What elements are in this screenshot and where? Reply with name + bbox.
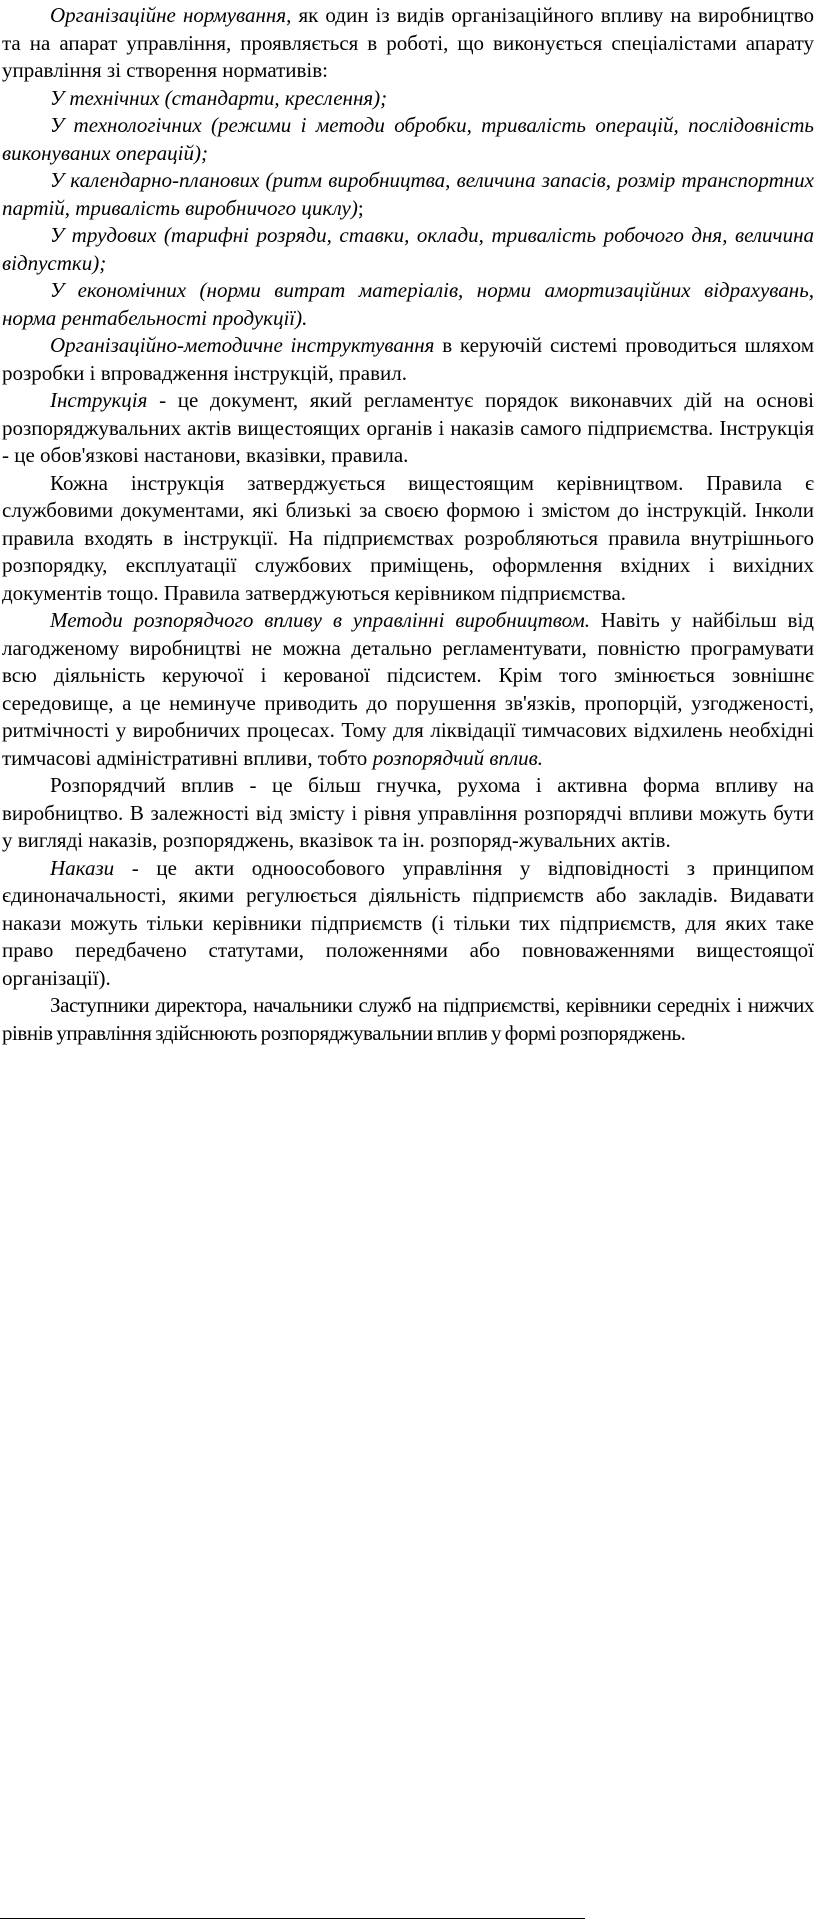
term-organizational-rationing: Організаційне нормування, xyxy=(50,3,292,27)
paragraph-text: - це документ, який регламентує порядок виконавчих дій на основі розпоряджувальних актів вищестоящих органів і наказів самого підприємства. Інструкція - це обов'язкові настанови, вказівки, правила. xyxy=(2,388,814,467)
term-orders: Накази xyxy=(50,855,115,880)
paragraph-text: як один із видів організаційного впливу на виробництво та на апарат управління, проявляється в роботі, що виконується спеціалістами апарату управління зі створення нормативів: xyxy=(2,3,815,82)
paragraph-text: Навіть у найбільш від лагодженому виробництві не можна детально регламентувати, повністю програмувати всю діяльність керуючої і керованої підсистем. Крім того змінюється зовнішнє середовище, а це неминуче приводить до порушення зв'язків, пропорцій, узгодженості, ритмічності у виробничих процесах. Тому для ліквідації тимчасових відхилень необхідні тимчасові адміністративні впливи, тобто xyxy=(2,608,814,770)
list-item-text: У календарно-планових (ритм виробництва, величина запасів, розмір транспортних партій, тривалість виробничого циклу) xyxy=(2,168,814,220)
term-instruction: Інструкція xyxy=(50,388,148,412)
term-administrative-influence: розпорядчий вплив. xyxy=(372,745,543,770)
paragraph-methodical-instruction xyxy=(2,332,814,387)
paragraph-text: в керуючій системі проводиться шляхом розробки і впровадження інструкцій, правил. xyxy=(2,333,814,385)
paragraph-administrative-influence xyxy=(2,772,814,855)
document-body xyxy=(2,2,814,1047)
list-item-calendar-planning xyxy=(2,167,814,222)
list-item-technical xyxy=(2,85,814,113)
paragraph-administrative-methods xyxy=(2,607,814,772)
paragraph-text: Заступники директора, начальники служб на підприємстві, керівники середніх і нижчих рівнів управління здійснюють розпоряджувальнии вплив у формі розпоряджень. xyxy=(2,993,814,1045)
paragraph-text: - це акти одноособового управління у відповідності з принципом єдиноначальності, якими регулюється діяльність підприємств або закладів. Видавати накази можуть тільки керівники підприємств (і тільки тих підприємств, для яких таке право передбачено статутами, положеннями або повноваженнями вищестоящої організації). xyxy=(2,855,814,990)
paragraph-text: Кожна інструкція затверджується вищестоящим керівництвом. Правила є службовими документами, які близькі за своєю формою і змістом до інструкцій. Інколи правила входять в інструкції. На підприємствах розробляються правила внутрішнього розпорядку, експлуатації службових приміщень, оформлення вхідних і вихідних документів тощо. Правила затверджуються керівником підприємства. xyxy=(2,470,814,605)
list-item-economic xyxy=(2,277,814,332)
paragraph-organizational-rationing xyxy=(2,2,814,85)
list-item-technological xyxy=(2,112,814,167)
list-item-text: У економічних (норми витрат матеріалів, норми амортизаційних відрахувань, норма рентабельності продукції). xyxy=(2,278,814,330)
term-methodical-instruction: Організаційно-методичне інструктування xyxy=(50,333,435,357)
list-item-tail: ; xyxy=(357,195,364,220)
footnote-separator-line xyxy=(0,1918,585,1919)
paragraph-orders xyxy=(2,855,814,993)
list-item-text: У технологічних (режими і методи обробки, тривалість операцій, послідовність виконуваних операцій); xyxy=(2,113,814,165)
term-administrative-methods: Методи розпорядчого впливу в управлінні виробництвом. xyxy=(50,608,590,632)
list-item-labor xyxy=(2,222,814,277)
paragraph-text: Розпорядчий вплив - це більш гнучка, рухома і активна форма впливу на виробництво. В залежності від змісту і рівня управління розпорядчі впливи можуть бути у вигляді наказів, розпоряджень, вказівок та ін. розпоряд-жувальних актів. xyxy=(2,773,814,852)
paragraph-instruction-definition xyxy=(2,387,814,470)
list-item-text: У трудових (тарифні розряди, ставки, оклади, тривалість робочого дня, величина відпустки); xyxy=(2,223,814,275)
paragraph-rules xyxy=(2,470,814,608)
list-item-text: У технічних (стандарти, креслення); xyxy=(50,85,388,110)
paragraph-deputies xyxy=(2,992,814,1047)
